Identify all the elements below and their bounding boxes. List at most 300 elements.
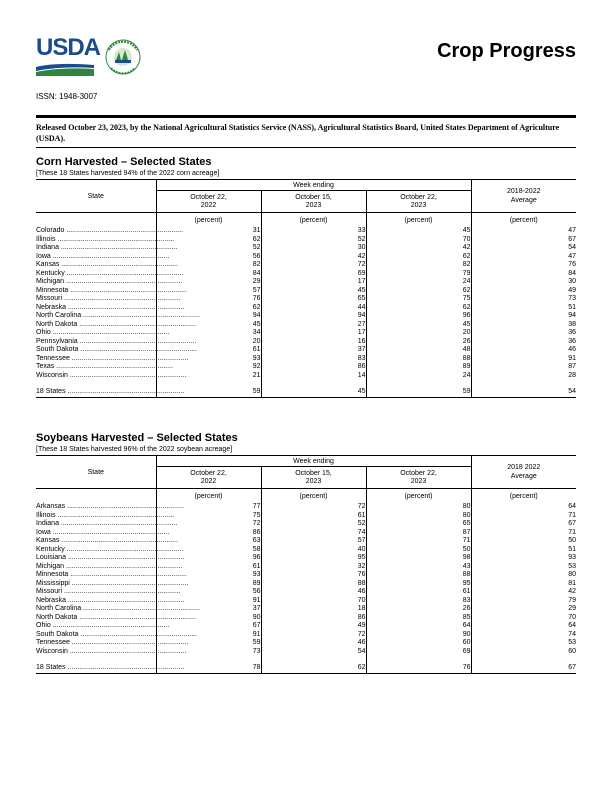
cell-value: 47 <box>471 253 576 262</box>
leader-dots: ............................................................ <box>65 303 185 311</box>
corn-col3-header: October 22, 2023 <box>366 191 471 213</box>
corn-section <box>36 156 576 398</box>
cell-value: 79 <box>471 597 576 606</box>
table-row <box>36 520 576 529</box>
cell-value: 78 <box>156 664 261 673</box>
cell-value: 36 <box>471 338 576 347</box>
spacer-row <box>36 656 576 664</box>
cell-value: 53 <box>471 563 576 572</box>
leader-dots: ............................................................ <box>77 320 196 328</box>
state-label: 18 States <box>36 388 66 395</box>
cell-value: 95 <box>366 580 471 589</box>
cell-value: 44 <box>261 304 366 313</box>
leader-dots: ............................................................ <box>64 269 184 277</box>
cell-value: 17 <box>261 278 366 287</box>
state-name <box>36 562 183 572</box>
cell-value: 64 <box>366 622 471 631</box>
cell-value: 26 <box>366 605 471 614</box>
leader-dots: ............................................................ <box>77 337 197 345</box>
cell-value: 60 <box>366 639 471 648</box>
soybean-col1-header: October 22, 2022 <box>156 467 261 489</box>
cell-value: 71 <box>366 537 471 546</box>
spacer-cell <box>261 656 366 664</box>
state-name <box>36 371 187 381</box>
corn-table-body <box>36 213 576 398</box>
corn-title: Corn Harvested – Selected States <box>36 156 212 168</box>
cell-value: 49 <box>471 287 576 296</box>
cell-value: 29 <box>471 605 576 614</box>
header-rule <box>36 115 576 118</box>
state-name <box>36 295 181 304</box>
table-row <box>36 363 576 372</box>
cell-value: 30 <box>261 244 366 253</box>
usda-logo-text: USDA <box>36 34 101 61</box>
table-row <box>36 304 576 313</box>
spacer-cell <box>471 656 576 664</box>
cell-value: 63 <box>156 537 261 546</box>
cell-value: 84 <box>471 270 576 279</box>
soy-total-row <box>36 664 576 673</box>
state-name <box>36 244 178 253</box>
cell-value: 54 <box>261 648 366 657</box>
cell-value: 81 <box>471 580 576 589</box>
state-name <box>36 235 175 245</box>
issn: ISSN: 1948-3007 <box>36 92 98 101</box>
release-statement: Released October 23, 2023, by the National Agricultural Statistics Service (NASS), Agricultural Statistics Board, United States Department of Agriculture (USDA). <box>36 123 560 143</box>
cell-value: 51 <box>471 546 576 555</box>
state-label: Colorado <box>36 227 65 234</box>
cell-value: 54 <box>471 244 576 253</box>
leader-dots: ............................................................ <box>64 278 183 285</box>
cell-value: 85 <box>366 614 471 623</box>
cell-value: 71 <box>471 512 576 521</box>
cell-value: 62 <box>366 304 471 313</box>
soybean-week-header: Week ending <box>156 456 471 467</box>
cell-value: 24 <box>366 278 471 287</box>
cell-value: 94 <box>471 312 576 321</box>
agriculture-counts-seal <box>103 36 143 78</box>
soybean-state-header: State <box>36 456 156 489</box>
cell-value: 27 <box>261 321 366 330</box>
soybean-unit: (percent) <box>156 489 261 504</box>
leader-dots: ............................................................ <box>69 579 189 587</box>
cell-value: 33 <box>261 227 366 236</box>
cell-value: 67 <box>471 236 576 245</box>
cell-value: 86 <box>261 614 366 623</box>
cell-value: 28 <box>471 372 576 381</box>
cell-value: 61 <box>261 512 366 521</box>
state-name <box>36 579 189 589</box>
state-label: Missouri <box>36 588 63 595</box>
cell-value: 90 <box>156 614 261 623</box>
cell-value: 76 <box>471 261 576 270</box>
state-name <box>36 537 178 546</box>
leader-dots: ............................................................ <box>69 639 189 646</box>
release-rule <box>36 147 576 148</box>
state-label: Missouri <box>36 295 63 302</box>
cell-value: 50 <box>471 537 576 546</box>
state-name <box>36 261 178 270</box>
state-label: Iowa <box>36 528 51 536</box>
cell-value: 64 <box>471 503 576 512</box>
state-label: Iowa <box>36 252 51 260</box>
cell-value: 93 <box>471 554 576 563</box>
leader-dots: ............................................................ <box>59 537 178 544</box>
cell-value: 71 <box>471 529 576 538</box>
cell-value: 45 <box>261 388 366 397</box>
cell-value: 65 <box>261 295 366 304</box>
state-label: Tennessee <box>36 354 70 362</box>
cell-value: 94 <box>156 312 261 321</box>
cell-value: 26 <box>366 338 471 347</box>
state-label: Minnesota <box>36 571 69 578</box>
corn-week-header: Week ending <box>156 180 471 191</box>
table-row <box>36 571 576 580</box>
cell-value: 80 <box>471 571 576 580</box>
cell-value: 46 <box>471 346 576 355</box>
table-row <box>36 287 576 296</box>
cell-value: 84 <box>156 270 261 279</box>
state-name <box>36 511 175 521</box>
state-name <box>36 346 198 355</box>
table-row <box>36 512 576 521</box>
state-name <box>36 545 184 555</box>
corn-col2-header: October 15, 2023 <box>261 191 366 213</box>
state-name <box>36 354 189 364</box>
cell-value: 90 <box>366 631 471 640</box>
table-row <box>36 546 576 555</box>
state-name <box>36 528 170 538</box>
state-label: Tennessee <box>36 639 70 646</box>
cell-value: 53 <box>471 639 576 648</box>
state-name <box>36 622 170 631</box>
leader-dots: ............................................................ <box>59 261 178 268</box>
cell-value: 48 <box>366 346 471 355</box>
cell-value: 94 <box>261 312 366 321</box>
table-row <box>36 355 576 364</box>
state-label: North Carolina <box>36 312 82 319</box>
usda-logo <box>36 34 101 78</box>
cell-value: 70 <box>471 614 576 623</box>
cell-value: 96 <box>366 312 471 321</box>
table-row <box>36 295 576 304</box>
cell-value: 95 <box>261 554 366 563</box>
cell-value: 69 <box>261 270 366 279</box>
state-name <box>36 388 185 397</box>
table-row <box>36 236 576 245</box>
table-row <box>36 537 576 546</box>
state-name <box>36 312 200 321</box>
cell-value: 14 <box>261 372 366 381</box>
cell-value: 67 <box>471 664 576 673</box>
cell-value: 74 <box>471 631 576 640</box>
cell-value: 76 <box>366 664 471 673</box>
state-label: Indiana <box>36 244 59 251</box>
cell-value: 57 <box>156 287 261 296</box>
leader-dots: ............................................................ <box>65 388 185 395</box>
table-row <box>36 346 576 355</box>
cell-value: 45 <box>156 321 261 330</box>
table-row <box>36 639 576 648</box>
table-row <box>36 588 576 597</box>
cell-value: 83 <box>366 597 471 606</box>
leader-dots: ............................................................ <box>54 363 173 370</box>
state-label: Wisconsin <box>36 647 68 655</box>
cell-value: 62 <box>366 287 471 296</box>
cell-value: 92 <box>156 363 261 372</box>
state-name <box>36 520 178 529</box>
table-row <box>36 372 576 381</box>
leader-dots: ............................................................ <box>68 571 187 578</box>
cell-value: 43 <box>366 563 471 572</box>
cell-value: 98 <box>366 554 471 563</box>
cell-value: 18 <box>261 605 366 614</box>
cell-value: 42 <box>471 588 576 597</box>
state-name <box>36 647 187 657</box>
cell-value: 32 <box>261 563 366 572</box>
spacer-cell <box>366 380 471 388</box>
state-name <box>36 227 184 236</box>
spacer-row <box>36 380 576 388</box>
cell-value: 61 <box>156 563 261 572</box>
leader-dots: ............................................................ <box>69 354 189 362</box>
state-label: Minnesota <box>36 286 69 294</box>
cell-value: 56 <box>156 588 261 597</box>
cell-value: 61 <box>366 588 471 597</box>
cell-value: 96 <box>156 554 261 563</box>
leader-dots: ............................................................ <box>67 647 187 655</box>
state-label: 18 States <box>36 664 66 671</box>
spacer-cell <box>366 656 471 664</box>
state-label: Pennsylvania <box>36 337 78 345</box>
state-label: Ohio <box>36 329 51 336</box>
table-row <box>36 580 576 589</box>
cell-value: 62 <box>366 253 471 262</box>
soybean-col2-header: October 15, 2023 <box>261 467 366 489</box>
cell-value: 72 <box>261 631 366 640</box>
table-row <box>36 253 576 262</box>
cell-value: 24 <box>366 372 471 381</box>
cell-value: 75 <box>366 295 471 304</box>
soybean-unit: (percent) <box>261 489 366 504</box>
cell-value: 93 <box>156 355 261 364</box>
state-name <box>36 363 173 372</box>
state-label: Michigan <box>36 562 65 570</box>
state-name <box>36 588 181 597</box>
cell-value: 75 <box>156 512 261 521</box>
corn-avg-header: 2018-2022 Average <box>471 180 576 213</box>
cell-value: 21 <box>156 372 261 381</box>
state-name <box>36 252 170 262</box>
state-label: Kansas <box>36 537 60 544</box>
leader-dots: ............................................................ <box>65 554 185 561</box>
state-name <box>36 303 185 313</box>
state-label: Nebraska <box>36 303 66 311</box>
table-row <box>36 338 576 347</box>
cell-value: 36 <box>471 329 576 338</box>
cell-value: 16 <box>261 338 366 347</box>
cell-value: 29 <box>156 278 261 287</box>
cell-value: 60 <box>471 648 576 657</box>
cell-value: 62 <box>156 304 261 313</box>
corn-unit: (percent) <box>471 213 576 228</box>
state-label: Illinois <box>36 511 56 519</box>
corn-unit-blank <box>36 213 156 228</box>
soybean-avg-header: 2018 2022 Average <box>471 456 576 489</box>
table-row <box>36 529 576 538</box>
cell-value: 59 <box>366 388 471 397</box>
state-name <box>36 286 187 296</box>
cell-value: 70 <box>366 236 471 245</box>
cell-value: 46 <box>261 588 366 597</box>
cell-value: 37 <box>261 346 366 355</box>
state-label: Kansas <box>36 261 60 268</box>
cell-value: 76 <box>261 571 366 580</box>
page-header <box>36 36 576 84</box>
cell-value: 57 <box>261 537 366 546</box>
leader-dots: ............................................................ <box>50 528 170 536</box>
cell-value: 17 <box>261 329 366 338</box>
cell-value: 50 <box>366 546 471 555</box>
corn-unit: (percent) <box>366 213 471 228</box>
cell-value: 76 <box>156 295 261 304</box>
cell-value: 46 <box>261 639 366 648</box>
soybean-table-body <box>36 489 576 674</box>
state-label: Illinois <box>36 235 56 243</box>
cell-value: 72 <box>156 520 261 529</box>
state-name <box>36 329 170 338</box>
leader-dots: ............................................................ <box>67 371 187 379</box>
state-name <box>36 278 183 287</box>
state-label: North Carolina <box>36 605 82 612</box>
cell-value: 52 <box>261 236 366 245</box>
cell-value: 42 <box>366 244 471 253</box>
cell-value: 73 <box>471 295 576 304</box>
soybean-table <box>36 455 576 674</box>
cell-value: 80 <box>366 512 471 521</box>
soybean-title: Soybeans Harvested – Selected States <box>36 432 238 444</box>
leader-dots: ............................................................ <box>55 235 175 243</box>
table-row <box>36 278 576 287</box>
soybean-unit: (percent) <box>471 489 576 504</box>
table-row <box>36 648 576 657</box>
spacer-cell <box>156 656 261 664</box>
spacer-cell <box>156 380 261 388</box>
cell-value: 82 <box>366 261 471 270</box>
cell-value: 65 <box>366 520 471 529</box>
state-name <box>36 630 198 640</box>
state-label: Texas <box>36 363 55 370</box>
cell-value: 62 <box>261 664 366 673</box>
table-row <box>36 614 576 623</box>
corn-unit: (percent) <box>261 213 366 228</box>
leader-dots: ............................................................ <box>50 329 170 336</box>
cell-value: 89 <box>156 580 261 589</box>
leader-dots: ............................................................ <box>77 613 196 621</box>
cell-value: 72 <box>261 261 366 270</box>
state-label: Nebraska <box>36 596 66 604</box>
cell-value: 79 <box>366 270 471 279</box>
state-name <box>36 337 197 347</box>
cell-value: 34 <box>156 329 261 338</box>
cell-value: 45 <box>261 287 366 296</box>
leader-dots: ............................................................ <box>62 588 181 595</box>
spacer-cell <box>36 656 156 664</box>
state-label: North Dakota <box>36 320 78 328</box>
cell-value: 45 <box>366 321 471 330</box>
state-label: Arkansas <box>36 503 66 510</box>
state-name <box>36 596 185 606</box>
leader-dots: ............................................................ <box>58 244 178 251</box>
state-label: Wisconsin <box>36 371 68 379</box>
table-row <box>36 329 576 338</box>
state-name <box>36 639 189 648</box>
leader-dots: ............................................................ <box>65 664 185 671</box>
cell-value: 59 <box>156 639 261 648</box>
cell-value: 56 <box>156 253 261 262</box>
cell-value: 52 <box>261 520 366 529</box>
cell-value: 20 <box>156 338 261 347</box>
table-row <box>36 261 576 270</box>
soybean-unit-blank <box>36 489 156 504</box>
cell-value: 47 <box>471 227 576 236</box>
cell-value: 91 <box>471 355 576 364</box>
leader-dots: ............................................................ <box>64 562 183 570</box>
leader-dots: ............................................................ <box>78 630 198 638</box>
table-row <box>36 321 576 330</box>
leader-dots: ............................................................ <box>62 295 181 302</box>
state-label: South Dakota <box>36 630 79 638</box>
cell-value: 49 <box>261 622 366 631</box>
corn-note: [These 18 States harvested 94% of the 2022 corn acreage] <box>36 170 220 177</box>
cell-value: 91 <box>156 631 261 640</box>
leader-dots: ............................................................ <box>50 622 170 629</box>
leader-dots: ............................................................ <box>78 346 198 353</box>
cell-value: 83 <box>261 355 366 364</box>
cell-value: 64 <box>471 622 576 631</box>
cell-value: 93 <box>156 571 261 580</box>
leader-dots: ............................................................ <box>64 227 184 234</box>
state-name <box>36 664 185 673</box>
cell-value: 58 <box>156 546 261 555</box>
table-row <box>36 563 576 572</box>
state-label: Louisiana <box>36 554 66 561</box>
state-name <box>36 605 200 614</box>
cell-value: 40 <box>261 546 366 555</box>
state-label: South Dakota <box>36 346 79 353</box>
state-label: Kentucky <box>36 545 65 553</box>
table-row <box>36 244 576 253</box>
state-name <box>36 613 196 623</box>
cell-value: 77 <box>156 503 261 512</box>
cell-value: 45 <box>366 227 471 236</box>
leader-dots: ............................................................ <box>55 511 175 519</box>
table-row <box>36 554 576 563</box>
cell-value: 20 <box>366 329 471 338</box>
corn-state-header: State <box>36 180 156 213</box>
state-name <box>36 320 196 330</box>
cell-value: 86 <box>156 529 261 538</box>
cell-value: 69 <box>366 648 471 657</box>
table-row <box>36 270 576 279</box>
cell-value: 91 <box>156 597 261 606</box>
leader-dots: ............................................................ <box>68 286 187 294</box>
state-name <box>36 571 187 580</box>
cell-value: 67 <box>156 622 261 631</box>
cell-value: 61 <box>156 346 261 355</box>
leader-dots: ............................................................ <box>64 545 184 553</box>
cell-value: 73 <box>156 648 261 657</box>
